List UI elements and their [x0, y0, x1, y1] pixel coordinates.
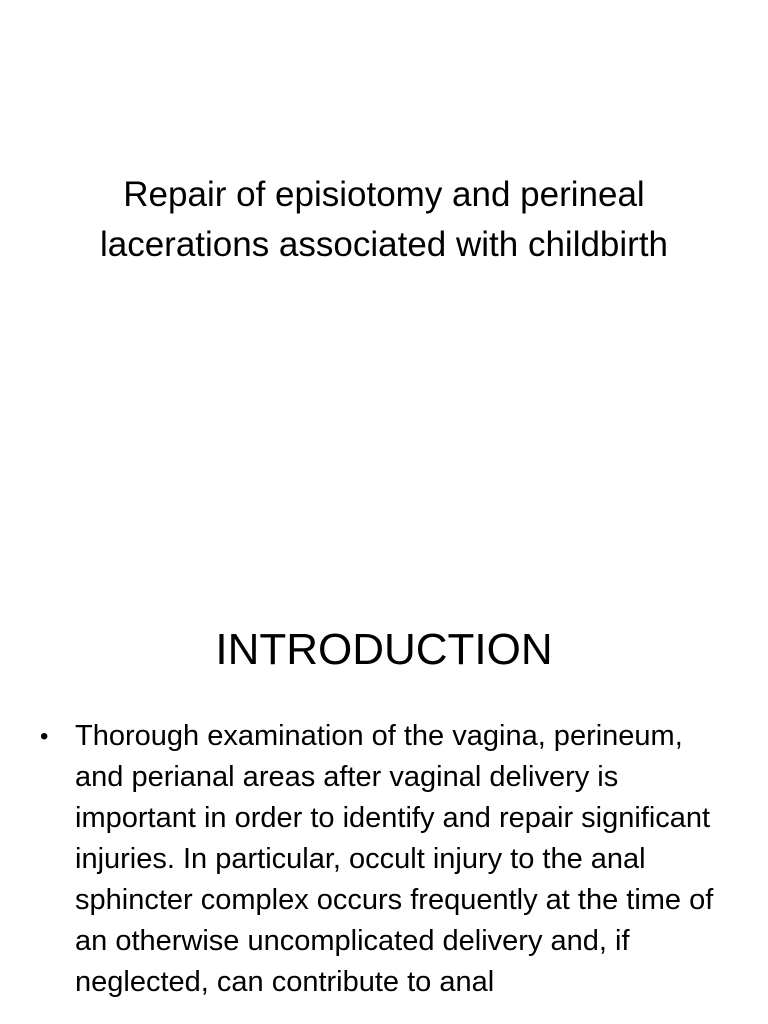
section-heading: INTRODUCTION: [215, 625, 553, 674]
slide-title: Repair of episiotomy and perineal lacerations associated with childbirth: [99, 175, 669, 264]
introduction-slide: [0, 576, 768, 1024]
bullet-text: Thorough examination of the vagina, perineum, and perianal areas after vaginal delivery is important in order to identify and repair significant injuries. In particular, occult injury to the anal sphincter complex occurs frequently at the time of an otherwise uncomplicated delivery and, if neglected, can contribute to anal: [75, 720, 714, 998]
bullet-item: [0, 716, 768, 1003]
bullet-list: [0, 716, 768, 1003]
bullet-icon: •: [40, 723, 49, 750]
